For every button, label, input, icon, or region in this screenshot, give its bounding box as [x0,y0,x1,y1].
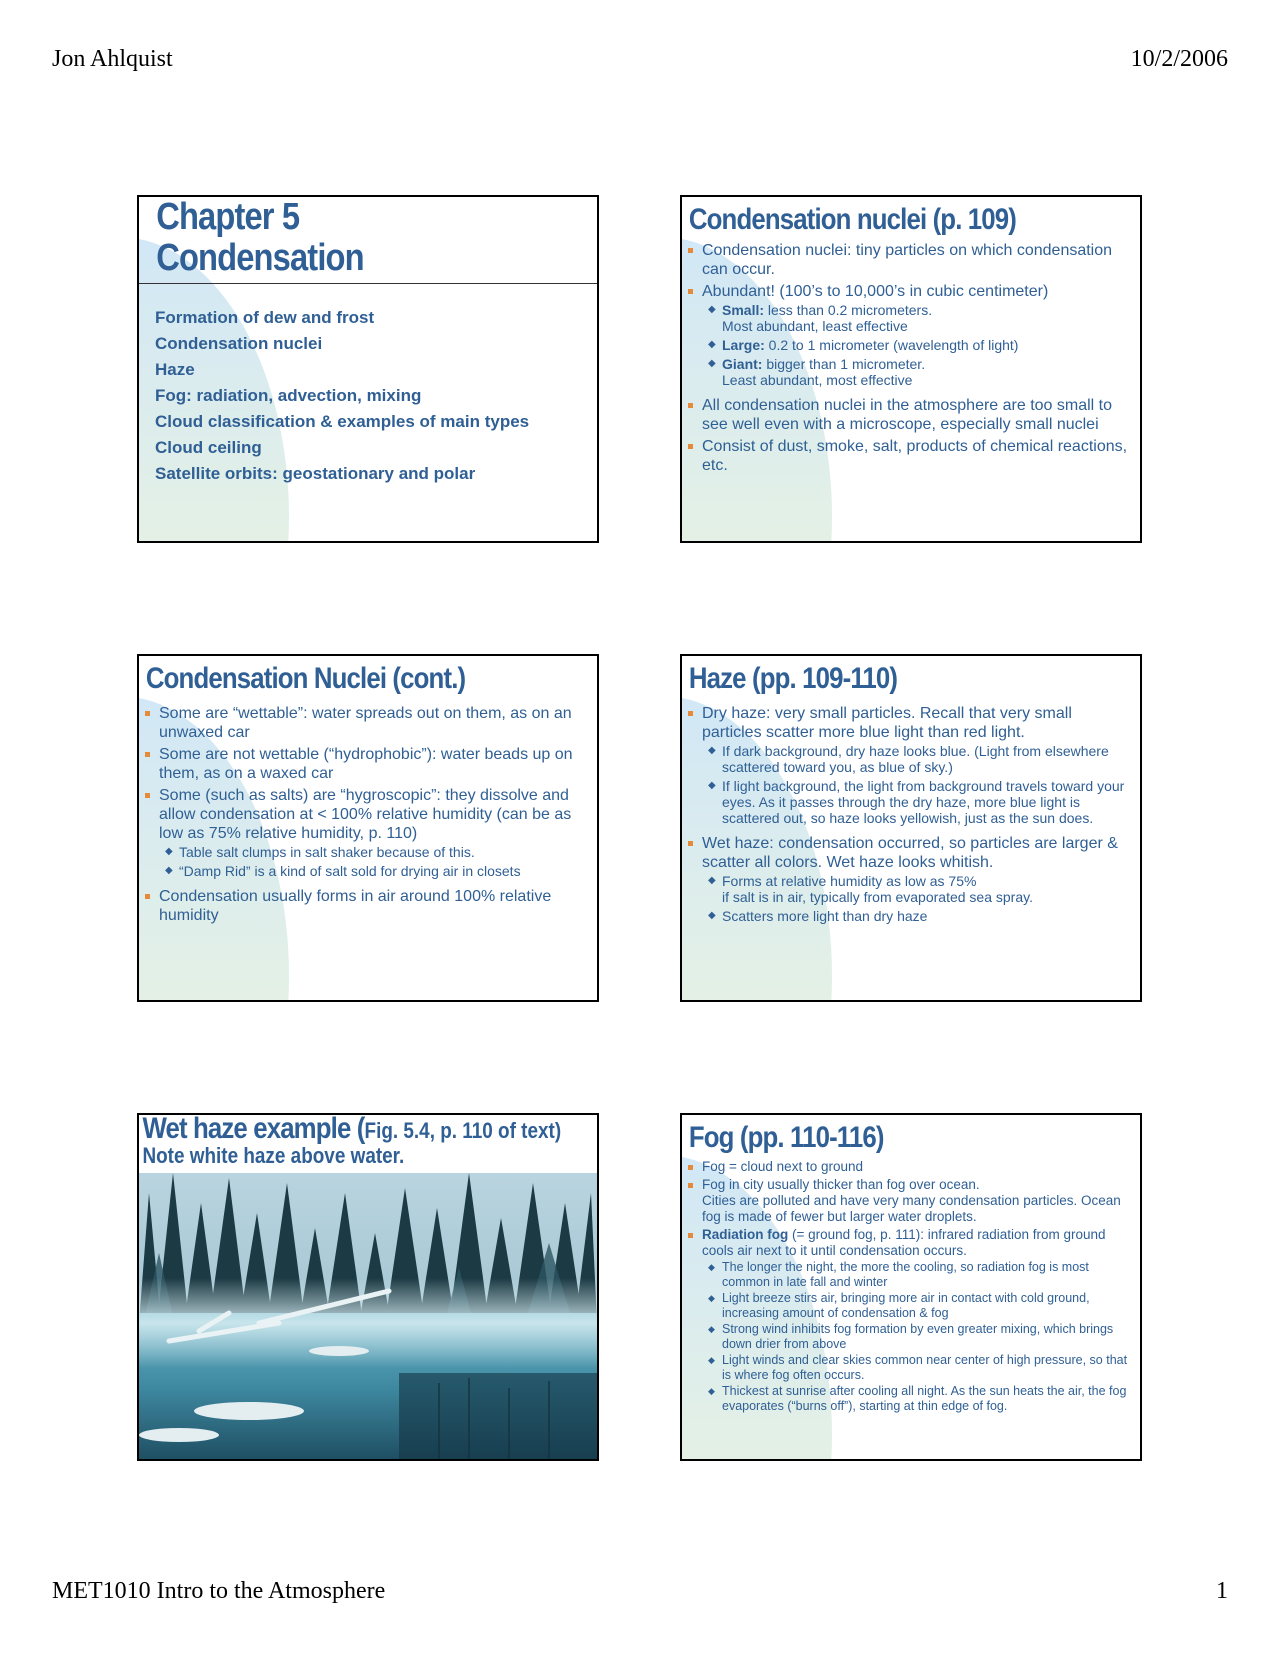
bullet-item [702,1177,1130,1225]
slide-title: Condensation Nuclei (cont.) [145,662,466,695]
bullet-item [702,282,1130,393]
bullet-text: Wet haze: condensation occurred, so particles are larger & scatter all colors. Wet haze looks whitish. [702,835,1118,871]
sub-bullet-list [159,843,587,884]
slide-subtitle: Note white haze above water. [142,1143,405,1168]
sub-bullet-item: ◆ Thickest at sunrise after cooling all night. As the sun heats the air, the fog evaporates (“burns off”), starting at thin edge of fog. [722,1384,1130,1413]
bullet-item [159,786,587,884]
slide-chapter-title [137,195,599,543]
sub-bullet-text: if salt is in air, typically from evaporated sea spray. [722,889,1033,905]
topic-item: Formation of dew and frost [155,308,375,327]
sub-bullet-item: ◆ Table salt clumps in salt shaker because of this. [179,844,587,860]
size-label-small: Small: [722,302,765,318]
slide-fog [680,1113,1142,1461]
sub-bullet-item: ◆ “Damp Rid” is a kind of salt sold for drying air in closets [179,863,587,879]
sub-bullet-list [702,742,1130,831]
chapter-title [139,197,533,279]
sub-bullet-item: ◆ Light breeze stirs air, bringing more air in contact with cold ground, increasing amount of condensation & fog [722,1291,1130,1320]
bullet-item [702,834,1130,929]
bullet-list [682,696,1140,929]
slide-title-reference: Fig. 5.4, p. 110 of text) [364,1118,562,1143]
topic-item: Haze [155,360,195,379]
bullet-list [139,696,597,925]
sub-bullet-item [722,337,1130,353]
size-label-giant: Giant: [722,356,763,372]
bullet-item: Some are not wettable (“hydrophobic”): water beads up on them, as on a waxed car [159,745,587,783]
sub-bullet-item: ◆ If light background, the light from background travels toward your eyes. As it passes through the dry haze, more blue light is scattered out, so haze looks yellowish, just as the sun does. [722,778,1130,826]
page-footer-course: MET1010 Intro to the Atmosphere [52,1578,386,1604]
slide-title: Fog (pp. 110-116) [688,1121,884,1154]
sub-bullet-item: ◆ Light winds and clear skies common near center of high pressure, so that is where fog often occurs. [722,1353,1130,1382]
bullet-item: Condensation nuclei: tiny particles on which condensation can occur. [702,241,1130,279]
bullet-text: Cities are polluted and have very many condensation particles. Ocean fog is made of fewer but larger water droplets. [702,1193,1121,1224]
bullet-item: Condensation usually forms in air around 100% relative humidity [159,887,587,925]
slide-wet-haze-example [137,1113,599,1461]
topic-item: Cloud classification & examples of main types [155,412,530,431]
slide-title [139,1113,562,1168]
page-number: 1 [1216,1578,1228,1604]
sub-bullet-item [722,873,1130,905]
bullet-text: (= ground fog, p. 111): infrared radiation from ground cools air next to it until condensation occurs. [702,1227,1106,1258]
sub-bullet-text: 0.2 to 1 micrometer (wavelength of light) [764,337,1019,353]
bullet-item: Fog = cloud next to ground [702,1159,1130,1175]
sub-bullet-item: ◆ Scatters more light than dry haze [722,908,1130,924]
bullet-text: Fog in city usually thicker than fog over ocean. [702,1177,980,1192]
page-header-date: 10/2/2006 [1130,46,1228,72]
bullet-item: All condensation nuclei in the atmosphere are too small to see well even with a microscope, especially small nuclei [702,396,1130,434]
topic-item: Condensation nuclei [155,334,323,353]
title-divider [139,283,597,284]
size-label-large: Large: [722,337,765,353]
bullet-text: Some (such as salts) are “hygroscopic”: they dissolve and allow condensation at < 100% relative humidity (can be as low as 75% relative humidity, p. 110) [159,787,572,842]
slide-condensation-nuclei-cont [137,654,599,1002]
sub-bullet-text: Forms at relative humidity as low as 75% [722,873,977,889]
bullet-item [702,1227,1130,1417]
bullet-item [702,704,1130,831]
bullet-text: Dry haze: very small particles. Recall that very small particles scatter more blue light than red light. [702,705,1072,741]
bullet-item: Some are “wettable”: water spreads out on them, as on an unwaxed car [159,704,587,742]
sub-bullet-text: Most abundant, least effective [722,318,908,334]
sub-bullet-text: bigger than 1 micrometer. [762,356,926,372]
bullet-item: Consist of dust, smoke, salt, products of chemical reactions, etc. [702,437,1130,475]
slide-title-main: Wet haze example ( [142,1113,365,1145]
forest-river-fog-image [139,1173,597,1459]
topic-item: Cloud ceiling [155,438,262,457]
page-header-author: Jon Ahlquist [52,46,173,72]
slide-condensation-nuclei [680,195,1142,543]
wet-haze-photo [139,1173,597,1459]
chapter-number: Chapter 5 [156,196,300,238]
chapter-name: Condensation [156,237,364,279]
slide-title: Haze (pp. 109-110) [688,662,898,695]
bullet-text: Abundant! (100’s to 10,000’s in cubic centimeter) [702,283,1049,300]
sub-bullet-item: ◆ Strong wind inhibits fog formation by even greater mixing, which brings down drier from above [722,1322,1130,1351]
bullet-list [682,237,1140,475]
slide-title: Condensation nuclei (p. 109) [688,203,1017,236]
topic-item: Fog: radiation, advection, mixing [155,386,422,405]
topic-item: Satellite orbits: geostationary and polar [155,464,476,483]
sub-bullet-item: ◆ If dark background, dry haze looks blue. (Light from elsewhere scattered toward you, as blue of sky.) [722,743,1130,775]
bullet-label: Radiation fog [702,1227,789,1242]
sub-bullet-item: ◆ The longer the night, the more the cooling, so radiation fog is most common in late fall and winter [722,1260,1130,1289]
sub-bullet-item [722,356,1130,388]
sub-bullet-list [702,872,1130,929]
sub-bullet-item [722,302,1130,334]
sub-bullet-text: less than 0.2 micrometers. [764,302,933,318]
slide-haze [680,654,1142,1002]
sub-bullet-text: Least abundant, most effective [722,372,913,388]
bullet-list [682,1155,1140,1417]
sub-bullet-list [702,1259,1130,1417]
sub-bullet-list [702,301,1130,393]
topic-list [155,305,529,487]
